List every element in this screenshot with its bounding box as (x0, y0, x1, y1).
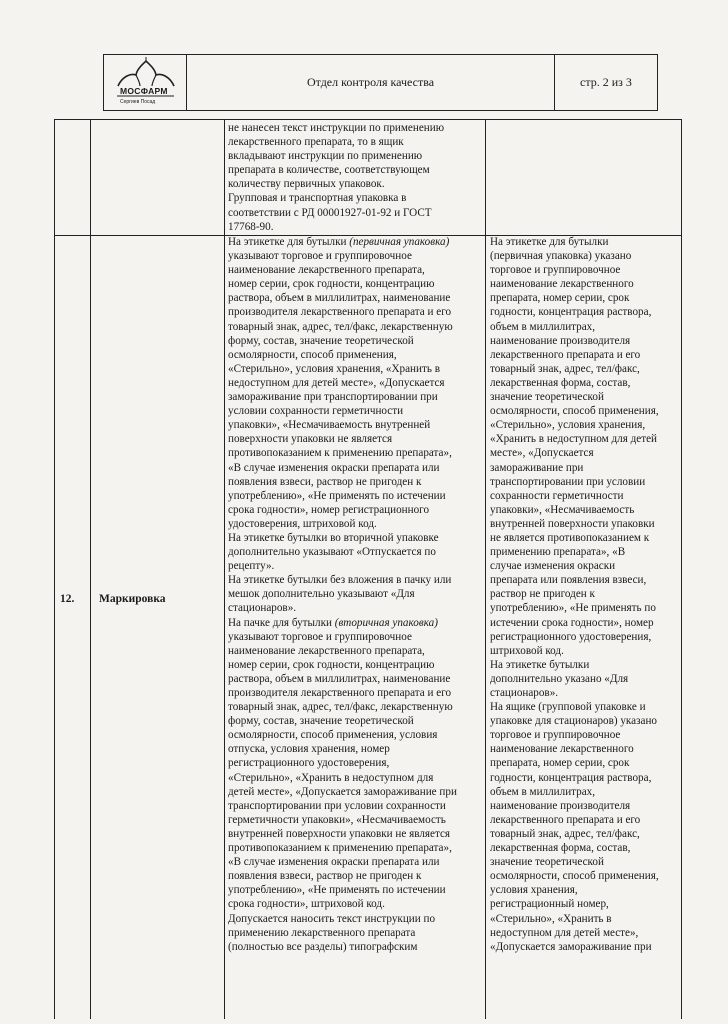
text-line: «Стерильно», условия хранения, «Хранить в (228, 362, 440, 375)
text-line: производителя лекарственного препарата и его (228, 306, 452, 319)
text-line: лекарственного препарата, то в ящик (228, 136, 404, 149)
text-line: противопоказанием к применению препарата», (228, 842, 452, 855)
text-line: соответствии с РД 00001927-01-92 и ГОСТ (228, 206, 432, 219)
text-line: лекарственного препарата и его (490, 813, 641, 826)
text-line: наименование лекарственного (490, 743, 634, 756)
text-line: наименование лекарственного препарата, (228, 264, 425, 277)
text-line: производителя лекарственного препарата и его (228, 687, 452, 699)
text-line: стационаров». (490, 687, 559, 699)
text-line: дополнительно указано «Для (490, 672, 629, 685)
text-line: Групповая и транспортная упаковка в (228, 192, 407, 205)
text-line: «В случае изменения окраски препарата или (228, 461, 440, 474)
text-line: «Допускается замораживание при (490, 940, 652, 953)
text-line: удостоверения, штриховой код. (228, 517, 377, 530)
text-line: торговое и группировочное (490, 264, 621, 277)
text-line: условии сохранности герметичности (228, 405, 404, 418)
text-line: препарата или появления взвеси, (490, 574, 647, 587)
text-line: годности, концентрация раствора, (490, 771, 652, 784)
text-line: На этикетке бутылки (490, 658, 590, 671)
text-line: значение теоретической (490, 856, 604, 869)
text-line: осмолярности, способ применения, (490, 870, 659, 883)
text-line: дополнительно указывают «Отпускается по (228, 546, 436, 559)
text-line: регистрационный номер, (490, 898, 609, 911)
text-line: (первичная упаковка) указано (490, 250, 632, 263)
department-title: Отдел контроля качества (187, 55, 555, 110)
text-line: употреблению», «Не применять по истечении (228, 489, 446, 502)
text-line: замораживание при (490, 461, 584, 474)
text-line: случае изменения окраски (490, 560, 616, 573)
text-line: «В случае изменения окраски препарата или (228, 856, 440, 869)
text-line: наименование производителя (490, 799, 631, 812)
text-line: применению препарата», «В (490, 546, 626, 559)
text-line: применению лекарственного препарата (228, 926, 416, 939)
text-line: внутренней поверхности упаковки (490, 517, 655, 530)
text-line: детей месте», «Допускается замораживание при (228, 785, 457, 798)
text-line: указывают торговое и группировочное (228, 630, 412, 643)
row-name: Маркировка (99, 593, 166, 605)
text-line: годности, концентрация раствора, (490, 306, 652, 319)
text-line: осмолярности, способ применения, (228, 348, 397, 361)
text-line: употреблению», «Не применять по (490, 602, 656, 615)
text-line: не является противопоказанием к (490, 531, 650, 544)
text-line: стационаров». (228, 602, 297, 615)
text-line: транспортировании при условии сохранности (228, 799, 446, 812)
text-line: товарный знак, адрес, тел/факс, лекарственную (228, 320, 453, 333)
text-line: «Хранить в недоступном для детей (490, 433, 657, 446)
text-line: «Стерильно», «Хранить в (490, 912, 612, 925)
text-line: упаковки», «Несмачиваемость (490, 503, 635, 516)
text-line: транспортировании при условии (490, 475, 646, 488)
text-line: значение теоретической (490, 391, 604, 404)
column-border (54, 119, 55, 1019)
text-line: товарный знак, адрес, тел/факс, (490, 362, 640, 375)
column-border (681, 119, 682, 1019)
text-line: номер серии, срок годности, концентрацию (228, 278, 435, 291)
text-line: вкладывают инструкции по применению (228, 150, 423, 163)
text-line: товарный знак, адрес, тел/факс, (490, 827, 640, 840)
text-line: лекарственная форма, состав, (490, 842, 631, 855)
text-line: На ящике (групповой упаковке и (490, 701, 646, 714)
requirement-text (228, 235, 484, 954)
text-line: поверхности упаковки не является (228, 433, 393, 446)
column-border (485, 119, 486, 1019)
text-line: На этикетке бутылки без вложения в пачку или (228, 574, 452, 587)
packaging-type-label: (вторичная упаковка) (334, 616, 438, 629)
specification-table (54, 119, 682, 1019)
document-header (103, 54, 658, 111)
text-line: наименование лекарственного (490, 278, 634, 291)
text-line: 17768-90. (228, 220, 274, 233)
text-line: товарный знак, адрес, тел/факс, лекарственную (228, 701, 453, 714)
text-line: истечении срока годности», номер (490, 616, 654, 629)
text-line: появления взвеси, раствор не пригоден к (228, 870, 422, 883)
text-line: Допускается наносить текст инструкции по (228, 912, 436, 925)
logo-subtitle: Сергиев Посад (120, 99, 156, 105)
text-line: отпуска, условия хранения, номер (228, 743, 390, 756)
text-line: указывают торговое и группировочное (228, 250, 412, 263)
text-line: употреблению», «Не применять по истечении (228, 884, 446, 897)
column-border (224, 119, 225, 1019)
column-border (90, 119, 91, 1019)
text-line: раствора, объем в миллилитрах, наименование (228, 292, 451, 305)
text-line: мешок дополнительно указывают «Для (228, 588, 415, 601)
text-line: осмолярности, способ применения, условия (228, 729, 438, 742)
text-line: На этикетке для бутылки (первичная упаковка) (228, 236, 450, 248)
logo-name: МОСФАРМ (120, 86, 168, 96)
text-line: номер серии, срок годности, концентрацию (228, 658, 435, 671)
text-line: недоступном для детей месте», (490, 926, 639, 939)
text-line: На этикетке для бутылки (490, 236, 609, 248)
text-line: наименование лекарственного препарата, (228, 644, 425, 657)
text-line: срока годности», штриховой код. (228, 898, 385, 911)
text-line: внутренней поверхности упаковки не является (228, 827, 451, 840)
text-line: раствора, объем в миллилитрах, наименование (228, 672, 451, 685)
result-text (490, 235, 680, 954)
page-number: стр. 2 из 3 (580, 75, 632, 89)
text-line: противопоказанием к применению препарата», (228, 447, 452, 460)
company-logo (104, 55, 187, 110)
text-line: появления взвеси, раствор не пригоден к (228, 475, 422, 488)
text-line: штриховой код. (490, 644, 564, 657)
row-number: 12. (60, 593, 75, 605)
text-line: условия хранения, (490, 884, 578, 897)
text-line: (полностью все разделы) типографским (228, 940, 418, 953)
text-line: срока годности», номер регистрационного (228, 503, 430, 516)
text-line: На пачке для бутылки (вторичная упаковка) (228, 616, 438, 629)
table-border-top (54, 119, 682, 120)
text-line: не нанесен текст инструкции по применению (228, 122, 445, 134)
continuation-text (228, 121, 483, 234)
text-line: объем в миллилитрах, (490, 785, 596, 798)
text-line: лекарственная форма, состав, (490, 376, 631, 389)
text-line: герметичности упаковки», «Несмачиваемость (228, 813, 446, 826)
text-line: упаковке для стационаров) указано (490, 715, 657, 728)
text-line: регистрационного удостоверения, (490, 630, 652, 643)
packaging-type-label: (первичная упаковка) (349, 236, 450, 248)
text-line: форму, состав, значение теоретической (228, 715, 414, 728)
text-line: сохранности герметичности (490, 489, 624, 502)
text-line: замораживание при транспортировании при (228, 391, 438, 404)
text-line: На этикетке бутылки во вторичной упаковке (228, 531, 439, 544)
text-line: препарата, номер серии, срок (490, 292, 630, 305)
text-line: месте», «Допускается (490, 447, 594, 460)
text-line: упаковки», «Несмачиваемость внутренней (228, 419, 431, 432)
text-line: форму, состав, значение теоретической (228, 334, 414, 347)
text-line: наименование производителя (490, 334, 631, 347)
text-line: количеству первичных упаковок. (228, 178, 385, 191)
text-line: «Стерильно», «Хранить в недоступном для (228, 771, 434, 784)
text-line: недоступном для детей месте», «Допускается (228, 376, 445, 389)
text-line: торговое и группировочное (490, 729, 621, 742)
text-line: «Стерильно», условия хранения, (490, 419, 646, 432)
text-line: регистрационного удостоверения, (228, 757, 390, 770)
text-line: препарата в количестве, соответствующем (228, 164, 430, 177)
text-line: осмолярности, способ применения, (490, 405, 659, 418)
text-line: лекарственного препарата и его (490, 348, 641, 361)
text-line: объем в миллилитрах, (490, 320, 596, 333)
text-line: рецепту». (228, 560, 275, 573)
text-line: раствор не пригоден к (490, 588, 595, 601)
text-line: препарата, номер серии, срок (490, 757, 630, 770)
